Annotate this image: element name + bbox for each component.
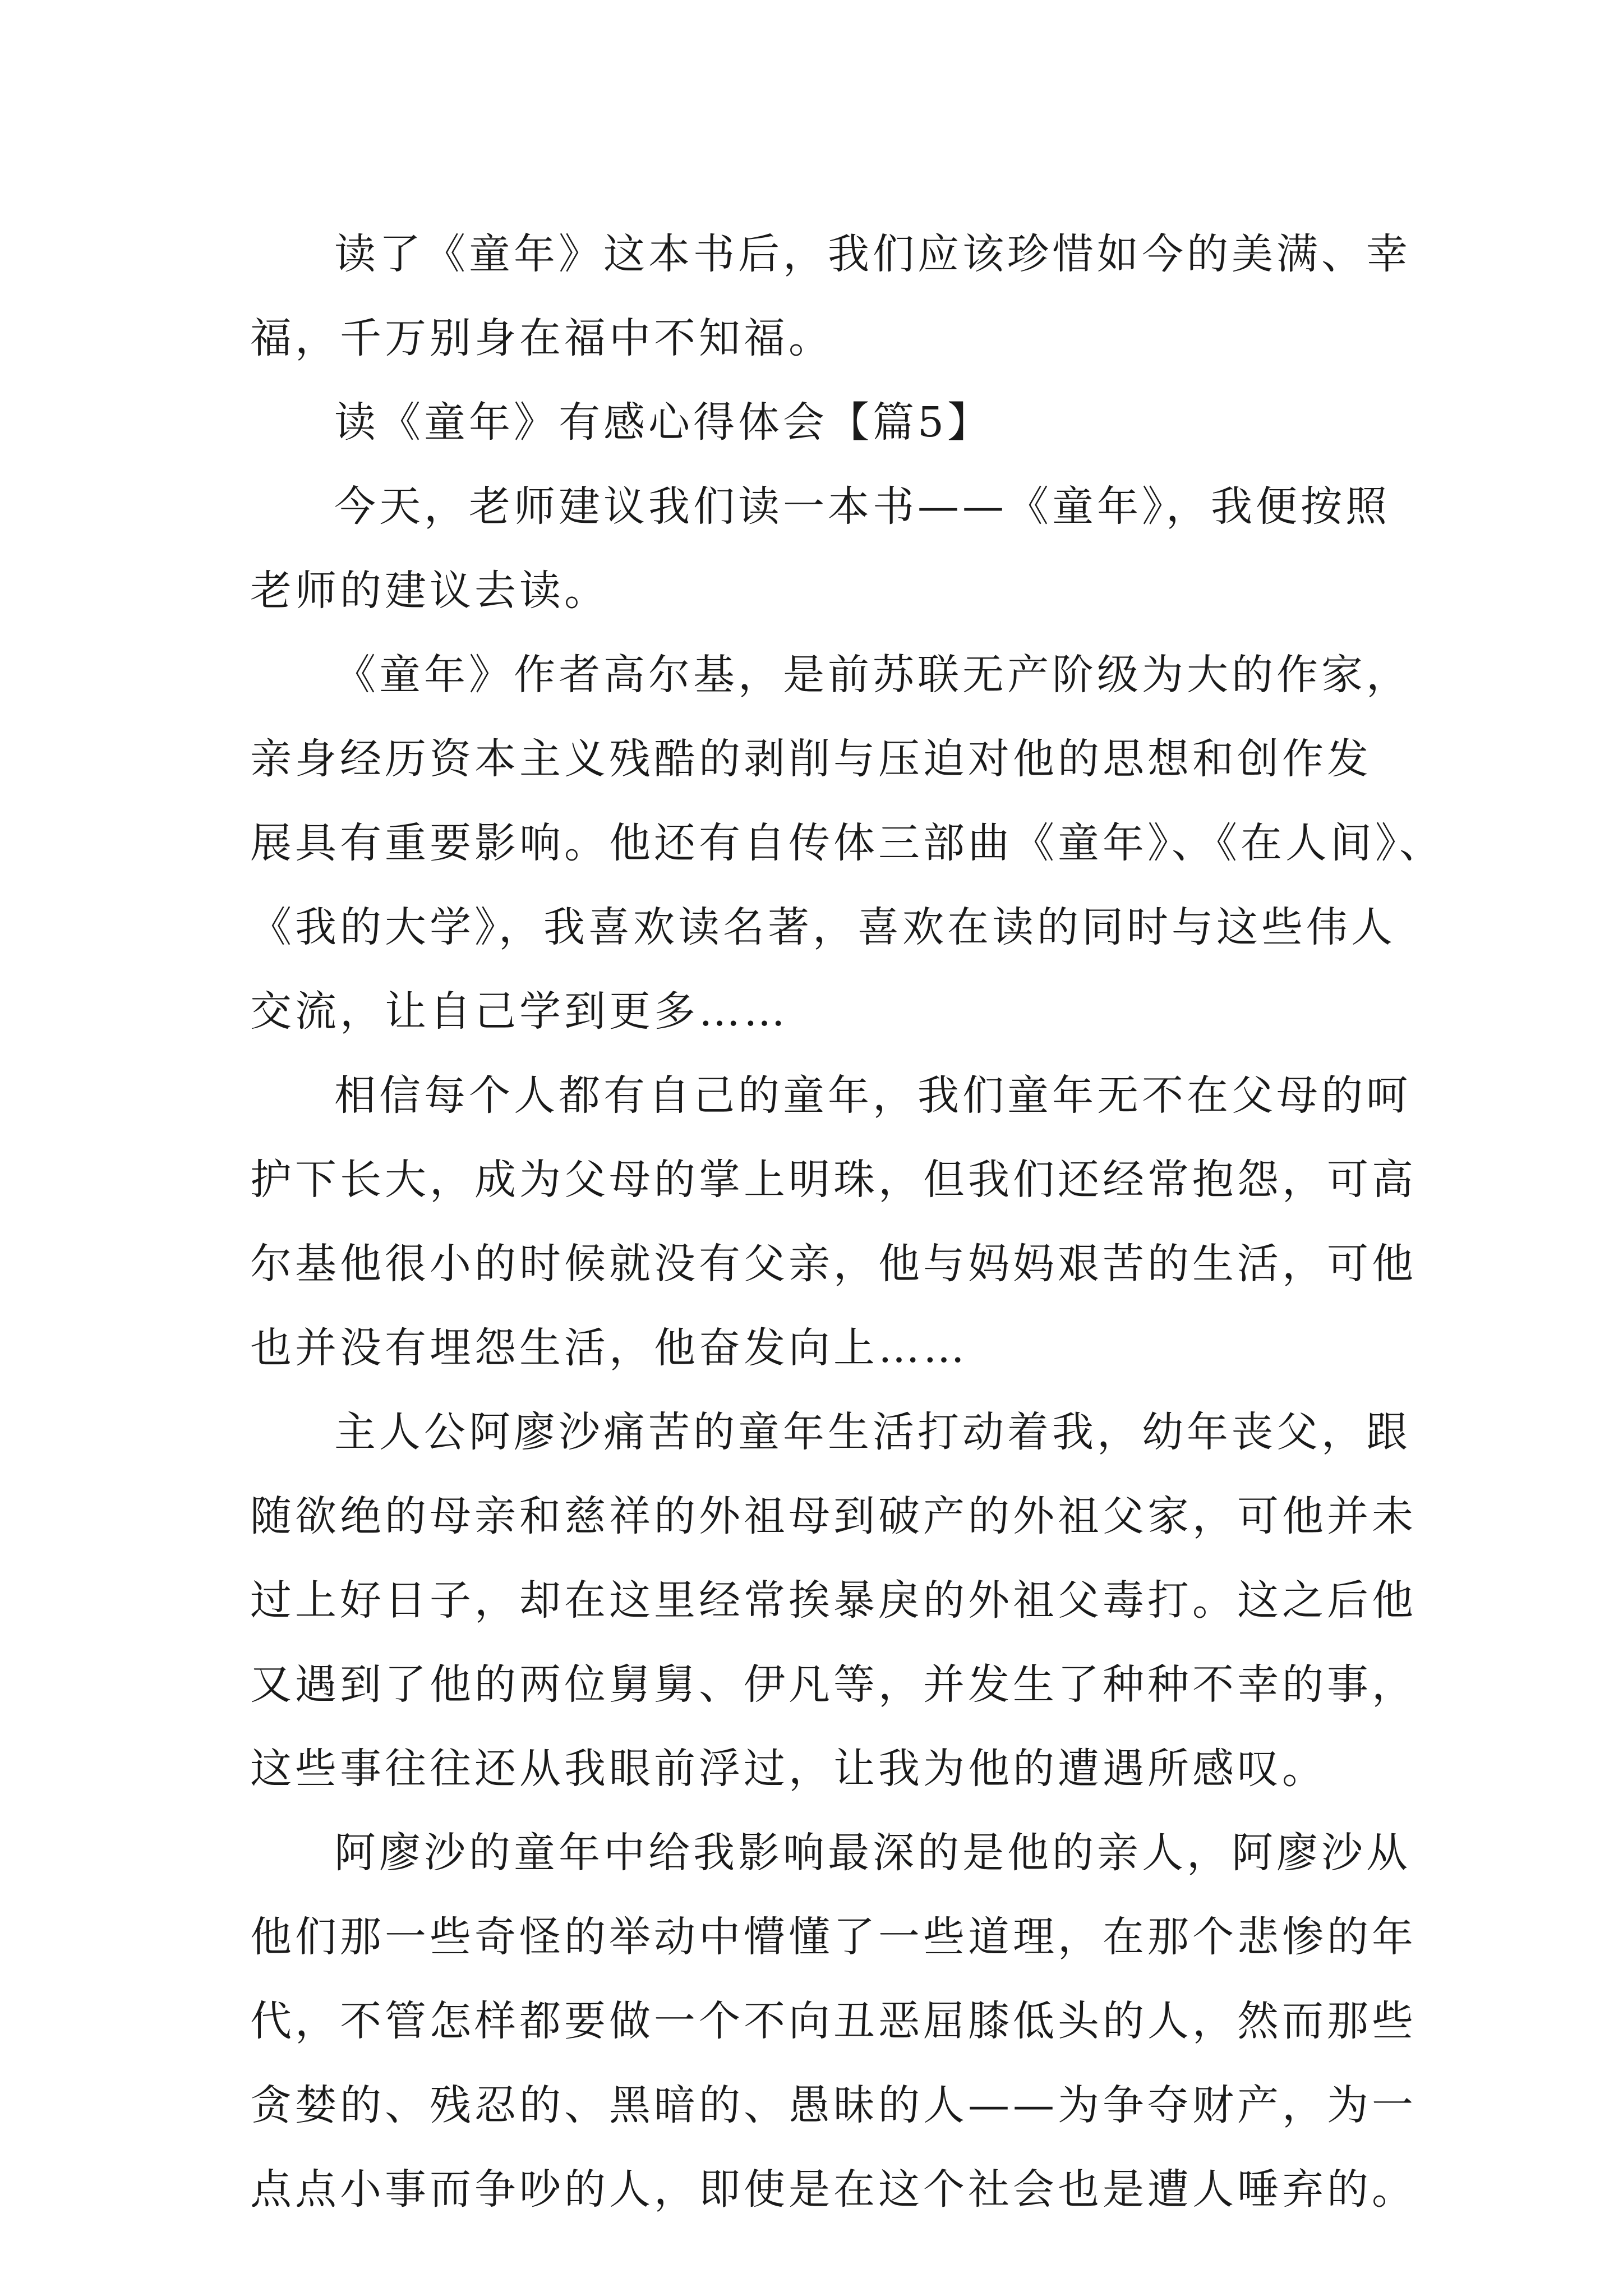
text-line: 点点小事而争吵的人，即使是在这个社会也是遭人唾弃的。 [250,2165,1417,2214]
text-line: 读了《童年》这本书后，我们应该珍惜如今的美满、幸 [334,230,1411,278]
text-line: 他们那一些奇怪的举动中懵懂了一些道理，在那个悲惨的年 [250,1913,1417,1961]
text-line: 代，不管怎样都要做一个不向丑恶屈膝低头的人，然而那些 [250,1997,1417,2045]
text-line: 《童年》作者高尔基，是前苏联无产阶级为大的作家， [334,651,1411,699]
text-line: 老师的建议去读。 [250,567,609,615]
text-line: 交流，让自己学到更多…… [250,987,789,1036]
text-line: 福，千万别身在福中不知福。 [250,314,833,362]
section-heading: 读《童年》有感心得体会【篇5】 [334,398,993,447]
text-line: 尔基他很小的时候就没有父亲，他与妈妈艰苦的生活，可他 [250,1240,1417,1288]
text-line: 《我的大学》，我喜欢读名著，喜欢在读的同时与这些伟人 [250,903,1396,951]
body-text [250,212,1445,2231]
text-line: 亲身经历资本主义残酷的剥削与压迫对他的思想和创作发 [250,735,1372,783]
text-line: 相信每个人都有自己的童年，我们童年无不在父母的呵 [334,1071,1411,1120]
text-line: 阿廖沙的童年中给我影响最深的是他的亲人，阿廖沙从 [334,1829,1411,1877]
text-line: 贪婪的、残忍的、黑暗的、愚昧的人——为争夺财产，为一 [250,2081,1417,2129]
text-line: 主人公阿廖沙痛苦的童年生活打动着我，幼年丧父，跟 [334,1408,1411,1456]
text-line: 随欲绝的母亲和慈祥的外祖母到破产的外祖父家，可他并未 [250,1492,1417,1540]
text-line: 又遇到了他的两位舅舅、伊凡等，并发生了种种不幸的事， [250,1660,1417,1709]
text-line: 也并没有埋怨生活，他奋发向上…… [250,1324,968,1372]
text-line: 护下长大，成为父母的掌上明珠，但我们还经常抱怨，可高 [250,1156,1417,1204]
text-line: 展具有重要影响。他还有自传体三部曲《童年》、《在人间》、 [250,819,1444,867]
text-line: 今天，老师建议我们读一本书——《童年》，我便按照 [334,482,1390,531]
text-line: 过上好日子，却在这里经常挨暴戾的外祖父毒打。这之后他 [250,1576,1417,1625]
text-line: 这些事往往还从我眼前浮过，让我为他的遭遇所感叹。 [250,1745,1327,1793]
